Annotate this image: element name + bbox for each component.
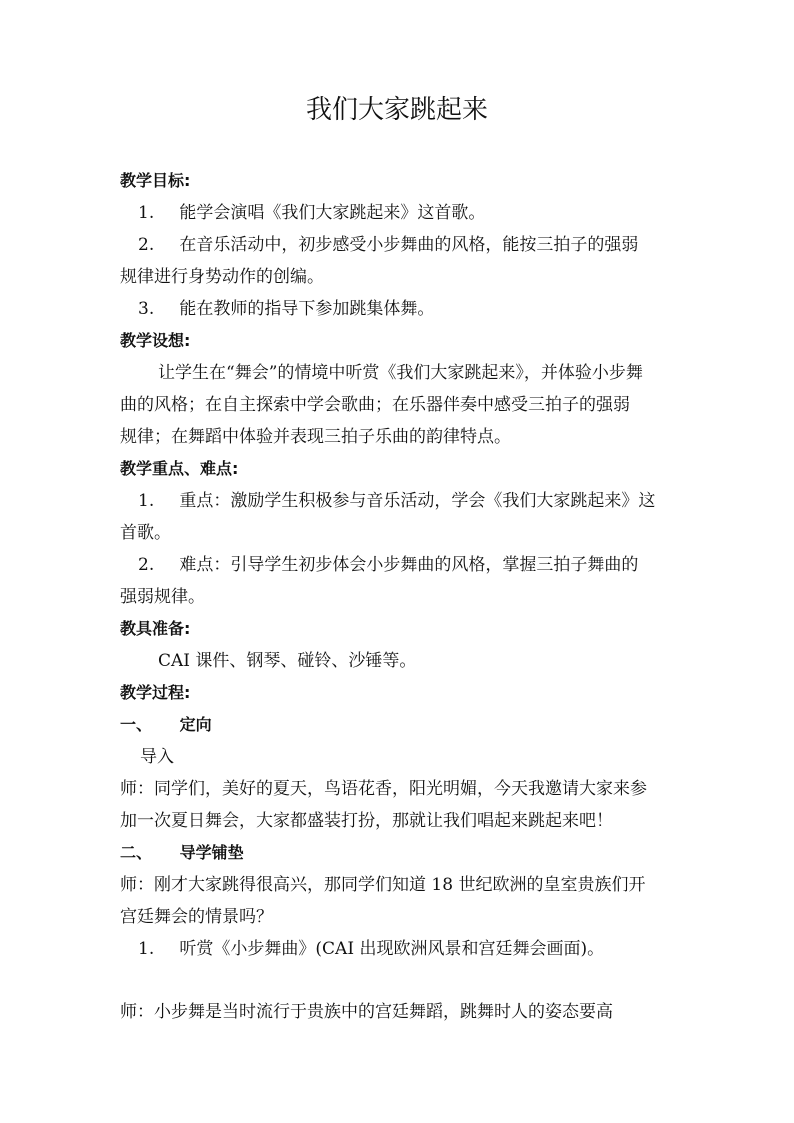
page-title: 我们大家跳起来 bbox=[305, 95, 488, 125]
focus-item-1-line1: 重点：激励学生积极参与音乐活动，学会《我们大家跳起来》这 bbox=[179, 491, 656, 511]
goal-item-2-line2: 规律进行身势动作的创编。 bbox=[120, 267, 324, 287]
goal-item-2-num: 2. bbox=[138, 235, 155, 255]
goal-item-3 bbox=[138, 293, 698, 325]
section-2-item-1 bbox=[138, 933, 698, 965]
goals-heading: 教学目标: bbox=[120, 171, 191, 190]
goal-item-1-text: 能学会演唱《我们大家跳起来》这首歌。 bbox=[179, 203, 486, 223]
process-heading: 教学过程: bbox=[120, 683, 191, 702]
section-2-num: 二、 bbox=[120, 843, 153, 862]
focus-item-1-line2: 首歌。 bbox=[120, 523, 171, 543]
section-2-line-2: 宫廷舞会的情景吗？ bbox=[120, 907, 273, 927]
section-2-item-1-num: 1. bbox=[138, 939, 155, 959]
design-line-2: 曲的风格；在自主探索中学会歌曲；在乐器伴奏中感受三拍子的强弱 bbox=[120, 395, 630, 415]
goal-item-2 bbox=[138, 229, 698, 261]
design-line-1: 让学生在“舞会”的情境中听赏《我们大家跳起来》，并体验小步舞 bbox=[158, 363, 643, 383]
section-1-num: 一、 bbox=[120, 715, 153, 734]
goal-item-3-text: 能在教师的指导下参加跳集体舞。 bbox=[179, 299, 435, 319]
section-1-line-1: 师：同学们，美好的夏天，鸟语花香，阳光明媚，今天我邀请大家来参 bbox=[120, 779, 647, 799]
goal-item-1-num: 1. bbox=[138, 203, 155, 223]
section-1-line-2: 加一次夏日舞会，大家都盛装打扮，那就让我们唱起来跳起来吧！ bbox=[120, 811, 613, 831]
goal-item-1 bbox=[138, 197, 698, 229]
goal-item-3-num: 3. bbox=[138, 299, 155, 319]
section-1-subtitle: 导入 bbox=[140, 747, 174, 767]
tools-heading: 教具准备: bbox=[120, 619, 191, 638]
goal-item-2-line1: 在音乐活动中，初步感受小步舞曲的风格，能按三拍子的强弱 bbox=[179, 235, 639, 255]
section-1-heading bbox=[120, 709, 680, 741]
focus-item-2-num: 2. bbox=[138, 555, 155, 575]
section-2-line-1: 师：刚才大家跳得很高兴，那同学们知道 18 世纪欧洲的皇室贵族们开 bbox=[120, 875, 646, 895]
focus-item-1 bbox=[138, 485, 698, 517]
focus-item-2-line1: 难点：引导学生初步体会小步舞曲的风格，掌握三拍子舞曲的 bbox=[179, 555, 639, 575]
section-2-heading bbox=[120, 837, 680, 869]
design-line-3: 规律；在舞蹈中体验并表现三拍子乐曲的韵律特点。 bbox=[120, 427, 511, 447]
design-heading: 教学设想: bbox=[120, 331, 191, 350]
focus-heading: 教学重点、难点: bbox=[120, 459, 239, 478]
focus-item-2 bbox=[138, 549, 698, 581]
section-2-item-1-text: 听赏《小步舞曲》(CAI 出现欧洲风景和宫廷舞会画面)。 bbox=[179, 939, 605, 959]
tools-text: CAI 课件、钢琴、碰铃、沙锤等。 bbox=[158, 651, 417, 671]
section-2-title: 导学铺垫 bbox=[179, 843, 244, 862]
focus-item-2-line2: 强弱规律。 bbox=[120, 587, 205, 607]
section-2-line-3: 师：小步舞是当时流行于贵族中的宫廷舞蹈，跳舞时人的姿态要高 bbox=[120, 1002, 613, 1022]
section-1-title: 定向 bbox=[179, 715, 212, 734]
focus-item-1-num: 1. bbox=[138, 491, 155, 511]
